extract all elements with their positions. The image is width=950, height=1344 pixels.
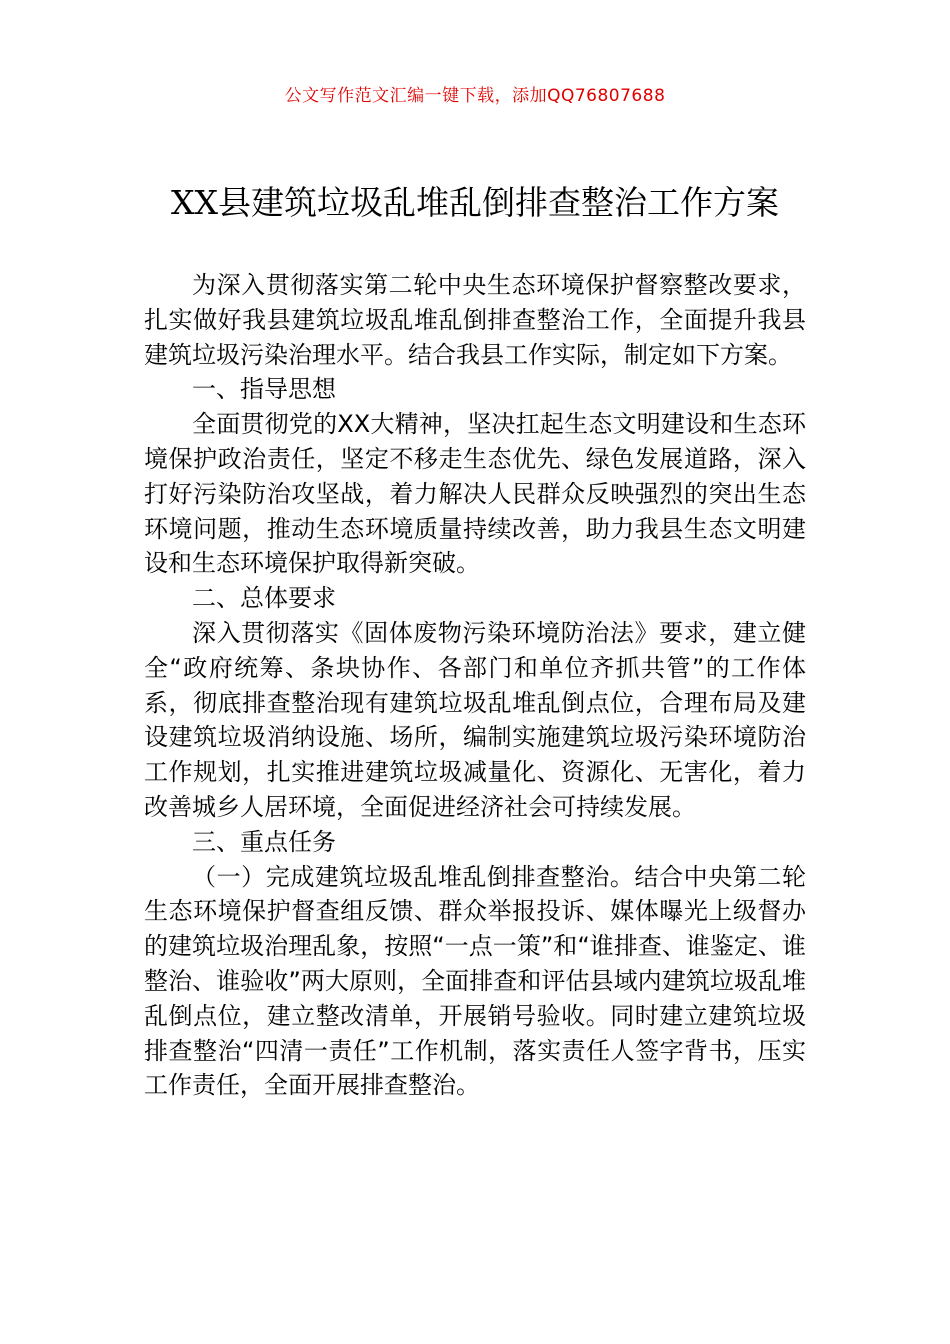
intro-paragraph: 为深入贯彻落实第二轮中央生态环境保护督察整改要求，扎实做好我县建筑垃圾乱堆乱倒排查整治工作，全面提升我县建筑垃圾污染治理水平。结合我县工作实际，制定如下方案。 <box>144 271 806 369</box>
overall-requirements-paragraph: 深入贯彻落实《固体废物污染环境防治法》要求，建立健全“政府统筹、条块协作、各部门和单位齐抓共管”的工作体系，彻底排查整治现有建筑垃圾乱堆乱倒点位，合理布局及建设建筑垃圾消纳设施、场所，编制实施建筑垃圾污染环境防治工作规划，扎实推进建筑垃圾减量化、资源化、无害化，着力改善城乡人居环境，全面促进经济社会可持续发展。 <box>144 618 806 821</box>
section-heading-overall-requirements: 二、总体要求 <box>192 584 336 613</box>
guiding-ideology-paragraph: 全面贯彻党的XX大精神，坚决扛起生态文明建设和生态环境保护政治责任，坚定不移走生态优先、绿色发展道路，深入打好污染防治攻坚战，着力解决人民群众反映强烈的突出生态环境问题，推动生态环境质量持续改善，助力我县生态文明建设和生态环境保护取得新突破。 <box>144 410 806 578</box>
key-task-1-paragraph: （一）完成建筑垃圾乱堆乱倒排查整治。结合中央第二轮生态环境保护督查组反馈、群众举报投诉、媒体曝光上级督办的建筑垃圾治理乱象，按照“一点一策”和“谁排查、谁鉴定、谁整治、谁验收”两大原则，全面排查和评估县域内建筑垃圾乱堆乱倒点位，建立整改清单，开展销号验收。同时建立建筑垃圾排查整治“四清一责任”工作机制，落实责任人签字背书，压实工作责任，全面开展排查整治。 <box>144 862 806 1100</box>
document-body <box>144 268 806 1103</box>
section-heading-guiding-ideology: 一、指导思想 <box>192 375 336 404</box>
section-heading-key-tasks: 三、重点任务 <box>192 827 336 856</box>
document-title: XX县建筑垃圾乱堆乱倒排查整治工作方案 <box>171 183 779 222</box>
promo-banner: 公文写作范文汇编一键下载，添加QQ76807688 <box>284 86 666 106</box>
